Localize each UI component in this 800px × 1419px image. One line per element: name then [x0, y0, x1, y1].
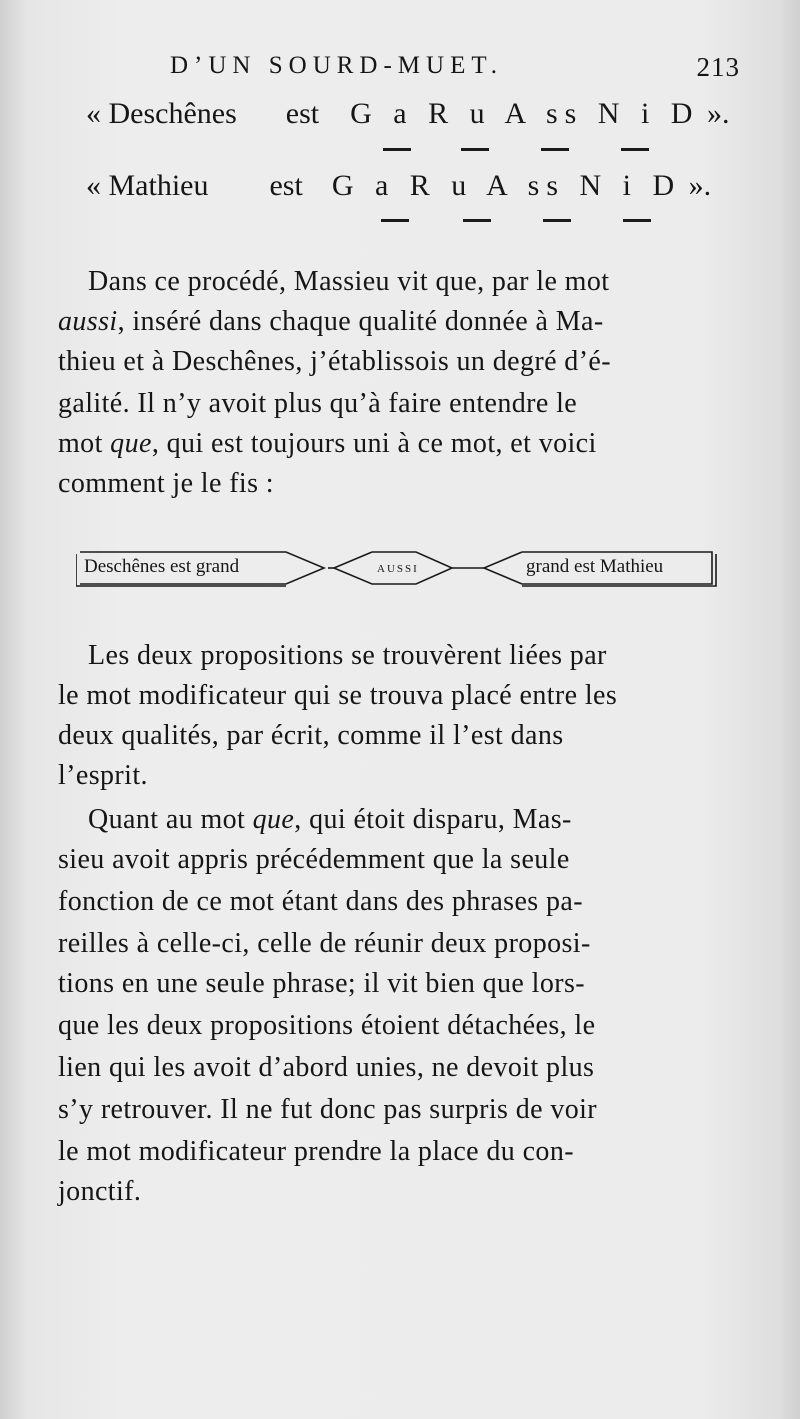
text-line: thieu et à Deschênes, j’établissois un degré d’é-: [58, 346, 611, 377]
text-span: Quant au mot: [88, 804, 253, 835]
formula-verb: est: [285, 97, 320, 130]
text-line: reilles à celle-ci, celle de réunir deux proposi-: [58, 928, 591, 959]
underline-mark: [461, 148, 489, 151]
text-line: sieu avoit appris précédemment que la seule: [58, 844, 570, 875]
formula-verb: est: [269, 169, 303, 202]
text-span: mot: [58, 428, 111, 459]
formula-open: « Deschênes: [86, 97, 237, 130]
diagram-left-label: Deschênes est grand: [84, 556, 240, 577]
page-number: 213: [696, 52, 740, 82]
italic-word: aussi: [58, 306, 118, 337]
underline-mark: [543, 219, 571, 222]
text-line: [58, 302, 730, 342]
text-line: tions en une seule phrase; il vit bien que lors-: [58, 968, 585, 999]
text-line: [58, 424, 730, 464]
text-line: galité. Il n’y avoit plus qu’à faire entendre le: [58, 388, 578, 419]
text-line: le mot modificateur prendre la place du con-: [58, 1136, 574, 1167]
underline-mark: [381, 219, 409, 222]
text-line: que les deux propositions étoient détachées, le: [58, 1010, 596, 1041]
text-span: , inséré dans chaque qualité donnée à Ma-: [117, 306, 604, 337]
running-head: D’UN SOURD-MUET.: [170, 52, 504, 79]
text-line: lien qui les avoit d’abord unies, ne devoit plus: [58, 1052, 595, 1083]
text-line: jonctif.: [58, 1176, 142, 1207]
diagram-middle-label: AUSSI: [377, 563, 419, 575]
formula-open: « Mathieu: [86, 169, 209, 202]
formula-close: ».: [706, 97, 730, 130]
text-line: Les deux propositions se trouvèrent liées par: [88, 640, 607, 671]
text-line: [88, 800, 760, 840]
text-span: , qui est toujours uni à ce mot, et voici: [151, 428, 597, 459]
text-line: deux qualités, par écrit, comme il l’est dans: [58, 720, 564, 751]
text-line: Dans ce procédé, Massieu vit que, par le mot: [88, 266, 610, 297]
text-line: comment je le fis :: [58, 468, 274, 499]
proposition-diagram: [76, 548, 726, 592]
text-line: l’esprit.: [58, 760, 148, 791]
formula-code: G a R u A ss N i D: [331, 169, 682, 202]
underline-mark: [383, 148, 411, 151]
formula-close: ».: [688, 169, 712, 202]
formula-code: G a R u A ss N i D: [350, 97, 700, 130]
underline-mark: [463, 219, 491, 222]
diagram-right-label: grand est Mathieu: [526, 556, 664, 577]
underline-mark: [623, 219, 651, 222]
text-line: fonction de ce mot étant dans des phrases pa-: [58, 886, 583, 917]
text-line: s’y retrouver. Il ne fut donc pas surpris de voir: [58, 1094, 598, 1125]
italic-word: que: [110, 428, 152, 459]
italic-word: que: [252, 804, 295, 835]
text-line: le mot modificateur qui se trouva placé entre les: [58, 680, 618, 711]
underline-mark: [541, 148, 569, 151]
text-span: , qui étoit disparu, Mas-: [294, 804, 572, 835]
underline-mark: [621, 148, 649, 151]
